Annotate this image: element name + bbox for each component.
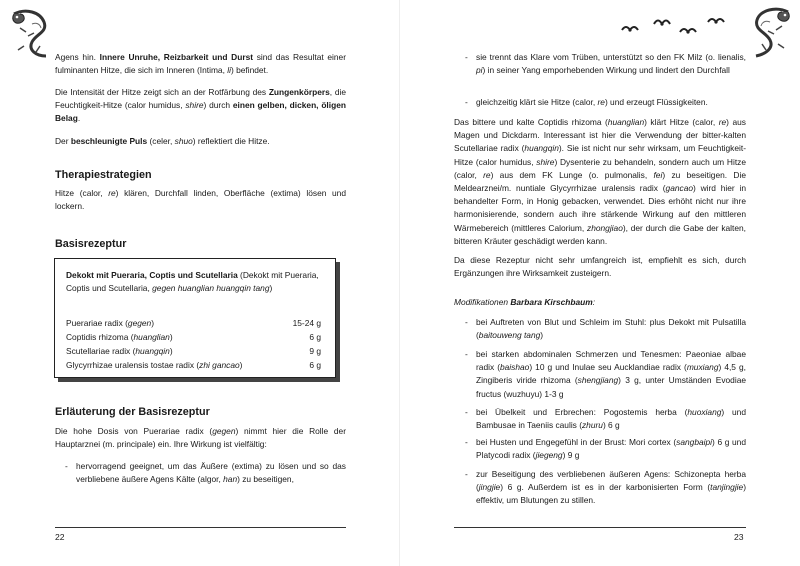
dragon-ornament-left-icon — [6, 8, 52, 60]
paragraph-supplement: Da diese Rezeptur nicht sehr umfangreich ist, empfiehlt es sich, durch Ergänzungen ihre Wirksamkeit zusteigern. — [454, 255, 746, 279]
ingredient-row — [66, 360, 321, 374]
ingredient-name: Puerariae radix (gegen) — [66, 318, 155, 328]
bullet-item: - gleichzeitig klärt sie Hitze (calor, re) und erzeugt Flüssigkeiten. — [465, 97, 708, 107]
dragon-ornament-right-icon — [748, 6, 796, 60]
bullet-item: - hervorragend geeignet, um das Äußere (extima) zu lösen und so das verbliebene äußere Agens Kälte (algor, han) zu beseitigen, — [65, 461, 346, 485]
ingredient-dose: 6 g — [309, 360, 321, 370]
modification-item: - bei starken abdominalen Schmerzen und Tenesmen: Paeoniae albae radix (baishao) 10 g und Inulae seu Aucklandiae radix (muxiang) 4,5 g, Zingiberis viride rhizoma (shengjiang) 3 g, unter Umständen Evodiae fructus (wuzhuyu) 1-3 g — [465, 349, 747, 399]
paragraph-unrest: Agens hin. Innere Unruhe, Reizbarkeit und Durst sind das Resultat einer fulminanten Hitze, die sich im Inneren (Intima, li) befindet. — [55, 52, 346, 76]
recipe-title: Dekokt mit Pueraria, Coptis und Scutellaria (Dekokt mit Pueraria, Coptis und Scutellaria, gegen huanglian huangqin tang) — [66, 270, 319, 294]
ingredient-name: Scutellariae radix (huangqin) — [66, 346, 173, 356]
paragraph-therapy: Hitze (calor, re) klären, Durchfall linden, Oberfläche (extima) lösen und lockern. — [55, 188, 346, 212]
ingredient-name: Coptidis rhizoma (huanglian) — [66, 332, 173, 342]
modification-item: - bei Übelkeit und Erbrechen: Pogostemis herba (huoxiang) und Bambusae in Taeniis caulis (zhuru) 6 g — [465, 407, 746, 431]
paragraph-coptidis: Das bittere und kalte Coptidis rhizoma (huanglian) klärt Hitze (calor, re) aus Magen und Dickdarm. Interessant ist hier die Verwendung der bitter-kalten Scutellariae radix (huangqin). Sie ist nicht nur sehr wirksam, um Feuchtigkeit-Hitze (calor humidus, shire) Dysenterie zu behandeln, sondern auch um Hitze (calor, re) aus dem FK Lunge (o. pulmonalis, fei) zu beseitigen. Die Meldearznei/m. nuntiale Glycyrrhizae uralensis radix (gancao) wird hier in behandelter Form, in Honig gebacken, verwendet. Dies erhöht nicht nur ihre harmonisierende, sondern auch ihre stärkende Wirkung auf den mittleren Wärmebereich (mittleres Calorium, zhongjiao), der durch die Gabe der kalten, bitteren Kräuter geschädigt werden kann. — [454, 117, 747, 246]
heading-basisrezeptur: Basisrezeptur — [55, 238, 127, 250]
ingredient-row — [66, 332, 321, 346]
ingredient-name: Glycyrrhizae uralensis tostae radix (zhi gancao) — [66, 360, 243, 370]
footer-rule — [454, 527, 746, 528]
birds-ornament-icon — [618, 14, 730, 38]
heading-therapiestrategien: Therapiestrategien — [55, 169, 152, 181]
ingredient-row — [66, 318, 321, 332]
paragraph-pulse: Der beschleunigte Puls (celer, shuo) reflektiert die Hitze. — [55, 136, 270, 146]
ingredient-dose: 6 g — [309, 332, 321, 342]
bullet-item: - sie trennt das Klare vom Trüben, unterstützt so den FK Milz (o. lienalis, pi) in seiner Yang emporhebenden Wirkung und lindert den Durchfall — [465, 52, 746, 76]
modifications-heading: Modifikationen Barbara Kirschbaum: — [454, 297, 596, 307]
heading-erlaeuterung: Erläuterung der Basisrezeptur — [55, 406, 210, 418]
paragraph-tongue: Die Intensität der Hitze zeigt sich an der Rotfärbung des Zungenkörpers, die Feuchtigkeit-Hitze (calor humidus, shire) durch einen gelben, dicken, öligen Belag. — [55, 87, 346, 124]
ingredient-dose: 9 g — [309, 346, 321, 356]
modification-item: - bei Auftreten von Blut und Schleim im Stuhl: plus Dekokt mit Pulsatilla (baitouweng tang) — [465, 317, 746, 341]
paragraph-explain: Die hohe Dosis von Puerariae radix (gegen) nimmt hier die Rolle der Hauptarznei (m. principale) ein. Ihre Wirkung ist vielfältig: — [55, 426, 346, 450]
page-number: 22 — [55, 532, 65, 542]
footer-rule — [55, 527, 346, 528]
modification-item: - zur Beseitigung des verbliebenen äußeren Agens: Schizonepta herba (jingjie) 6 g. Außerdem ist es in der karbonisierten Form (tanjingjie) effektiv, um Blutungen zu stillen. — [465, 469, 746, 506]
modification-item: - bei Husten und Engegefühl in der Brust: Mori cortex (sangbaipi) 6 g und Platycodi radix (jiegeng) 9 g — [465, 437, 746, 461]
ingredient-row — [66, 346, 321, 360]
page-number: 23 — [734, 532, 744, 542]
ingredient-dose: 15-24 g — [292, 318, 321, 328]
recipe-box — [54, 258, 336, 378]
right-page — [400, 0, 800, 566]
